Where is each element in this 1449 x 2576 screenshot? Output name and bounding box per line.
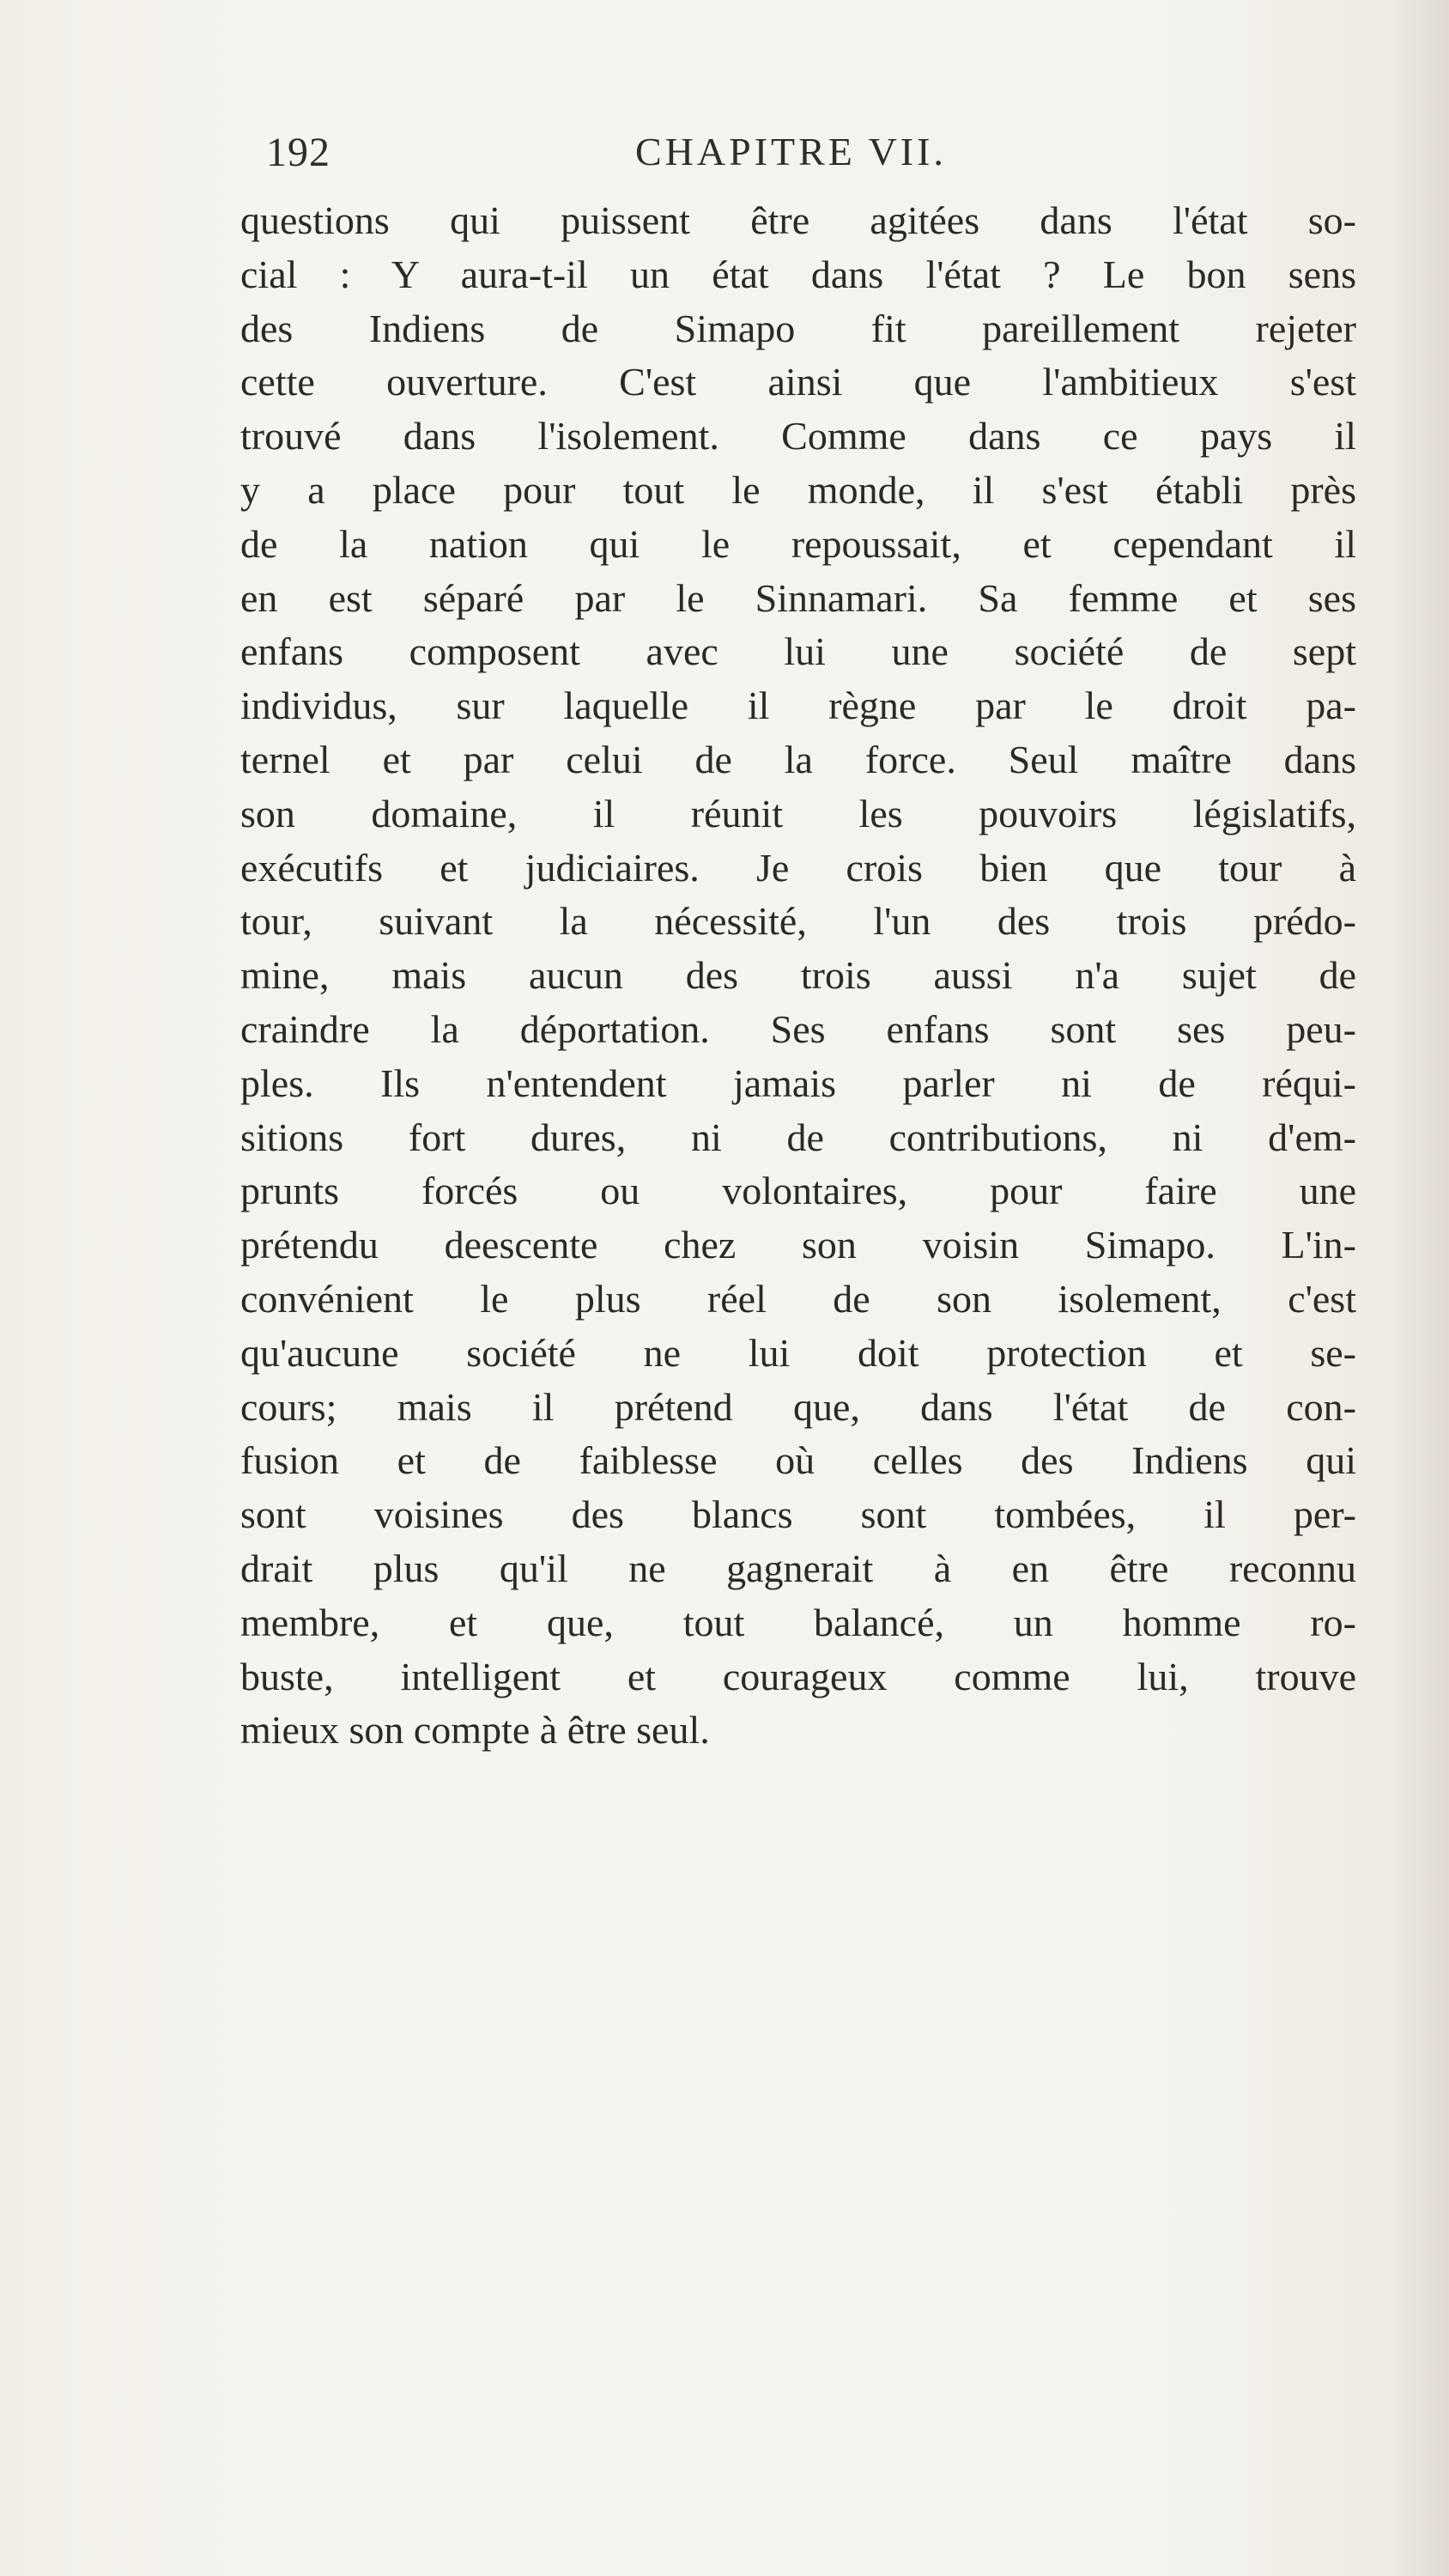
text-line: ternel et par celui de la force. Seul maître dans [240, 737, 1356, 781]
text-line-last: mieux son compte à être seul. [240, 1708, 710, 1753]
page-edge-shadow [1389, 0, 1449, 2576]
text-line: sont voisines des blancs sont tombées, il per- [240, 1492, 1356, 1537]
page-header [0, 129, 1449, 180]
text-line: des Indiens de Simapo fit pareillement rejeter [240, 306, 1356, 350]
text-line: convénient le plus réel de son isolement, c'est [240, 1276, 1356, 1321]
text-line: ples. Ils n'entendent jamais parler ni de réqui- [240, 1060, 1356, 1105]
text-line: cette ouverture. C'est ainsi que l'ambitieux s'est [240, 360, 1356, 404]
text-line: drait plus qu'il ne gagnerait à en être reconnu [240, 1546, 1356, 1590]
text-line: en est séparé par le Sinnamari. Sa femme et ses [240, 575, 1356, 620]
text-line: exécutifs et judiciaires. Je crois bien que tour à [240, 845, 1356, 890]
text-line: questions qui puissent être agitées dans l'état so- [240, 198, 1356, 242]
text-line: mine, mais aucun des trois aussi n'a sujet de [240, 953, 1356, 998]
text-line: cours; mais il prétend que, dans l'état de con- [240, 1384, 1356, 1429]
page-number: 192 [266, 130, 330, 175]
text-line: sitions fort dures, ni de contributions, ni d'em- [240, 1115, 1356, 1159]
text-line: craindre la déportation. Ses enfans sont ses peu- [240, 1006, 1356, 1051]
text-line: enfans composent avec lui une société de sept [240, 629, 1356, 674]
text-line: buste, intelligent et courageux comme lui, trouve [240, 1654, 1356, 1698]
text-line: prétendu deescente chez son voisin Simapo. L'in- [240, 1223, 1356, 1267]
text-line: fusion et de faiblesse où celles des Indiens qui [240, 1438, 1356, 1483]
body-text [240, 194, 1356, 1758]
text-line: qu'aucune société ne lui doit protection et se- [240, 1330, 1356, 1375]
text-line: trouvé dans l'isolement. Comme dans ce pays il [240, 414, 1356, 459]
text-line: son domaine, il réunit les pouvoirs législatifs, [240, 791, 1356, 835]
text-line: prunts forcés ou volontaires, pour faire une [240, 1169, 1356, 1213]
text-line: individus, sur laquelle il règne par le droit pa- [240, 683, 1356, 728]
running-head: CHAPITRE VII. [635, 130, 947, 173]
text-line: de la nation qui le repoussait, et cependant il [240, 521, 1356, 566]
text-line: y a place pour tout le monde, il s'est établi près [240, 467, 1356, 512]
text-line: membre, et que, tout balancé, un homme ro- [240, 1600, 1356, 1644]
text-line: cial : Y aura-t-il un état dans l'état ? Le bon sens [240, 252, 1356, 296]
text-line: tour, suivant la nécessité, l'un des trois prédo- [240, 899, 1356, 944]
